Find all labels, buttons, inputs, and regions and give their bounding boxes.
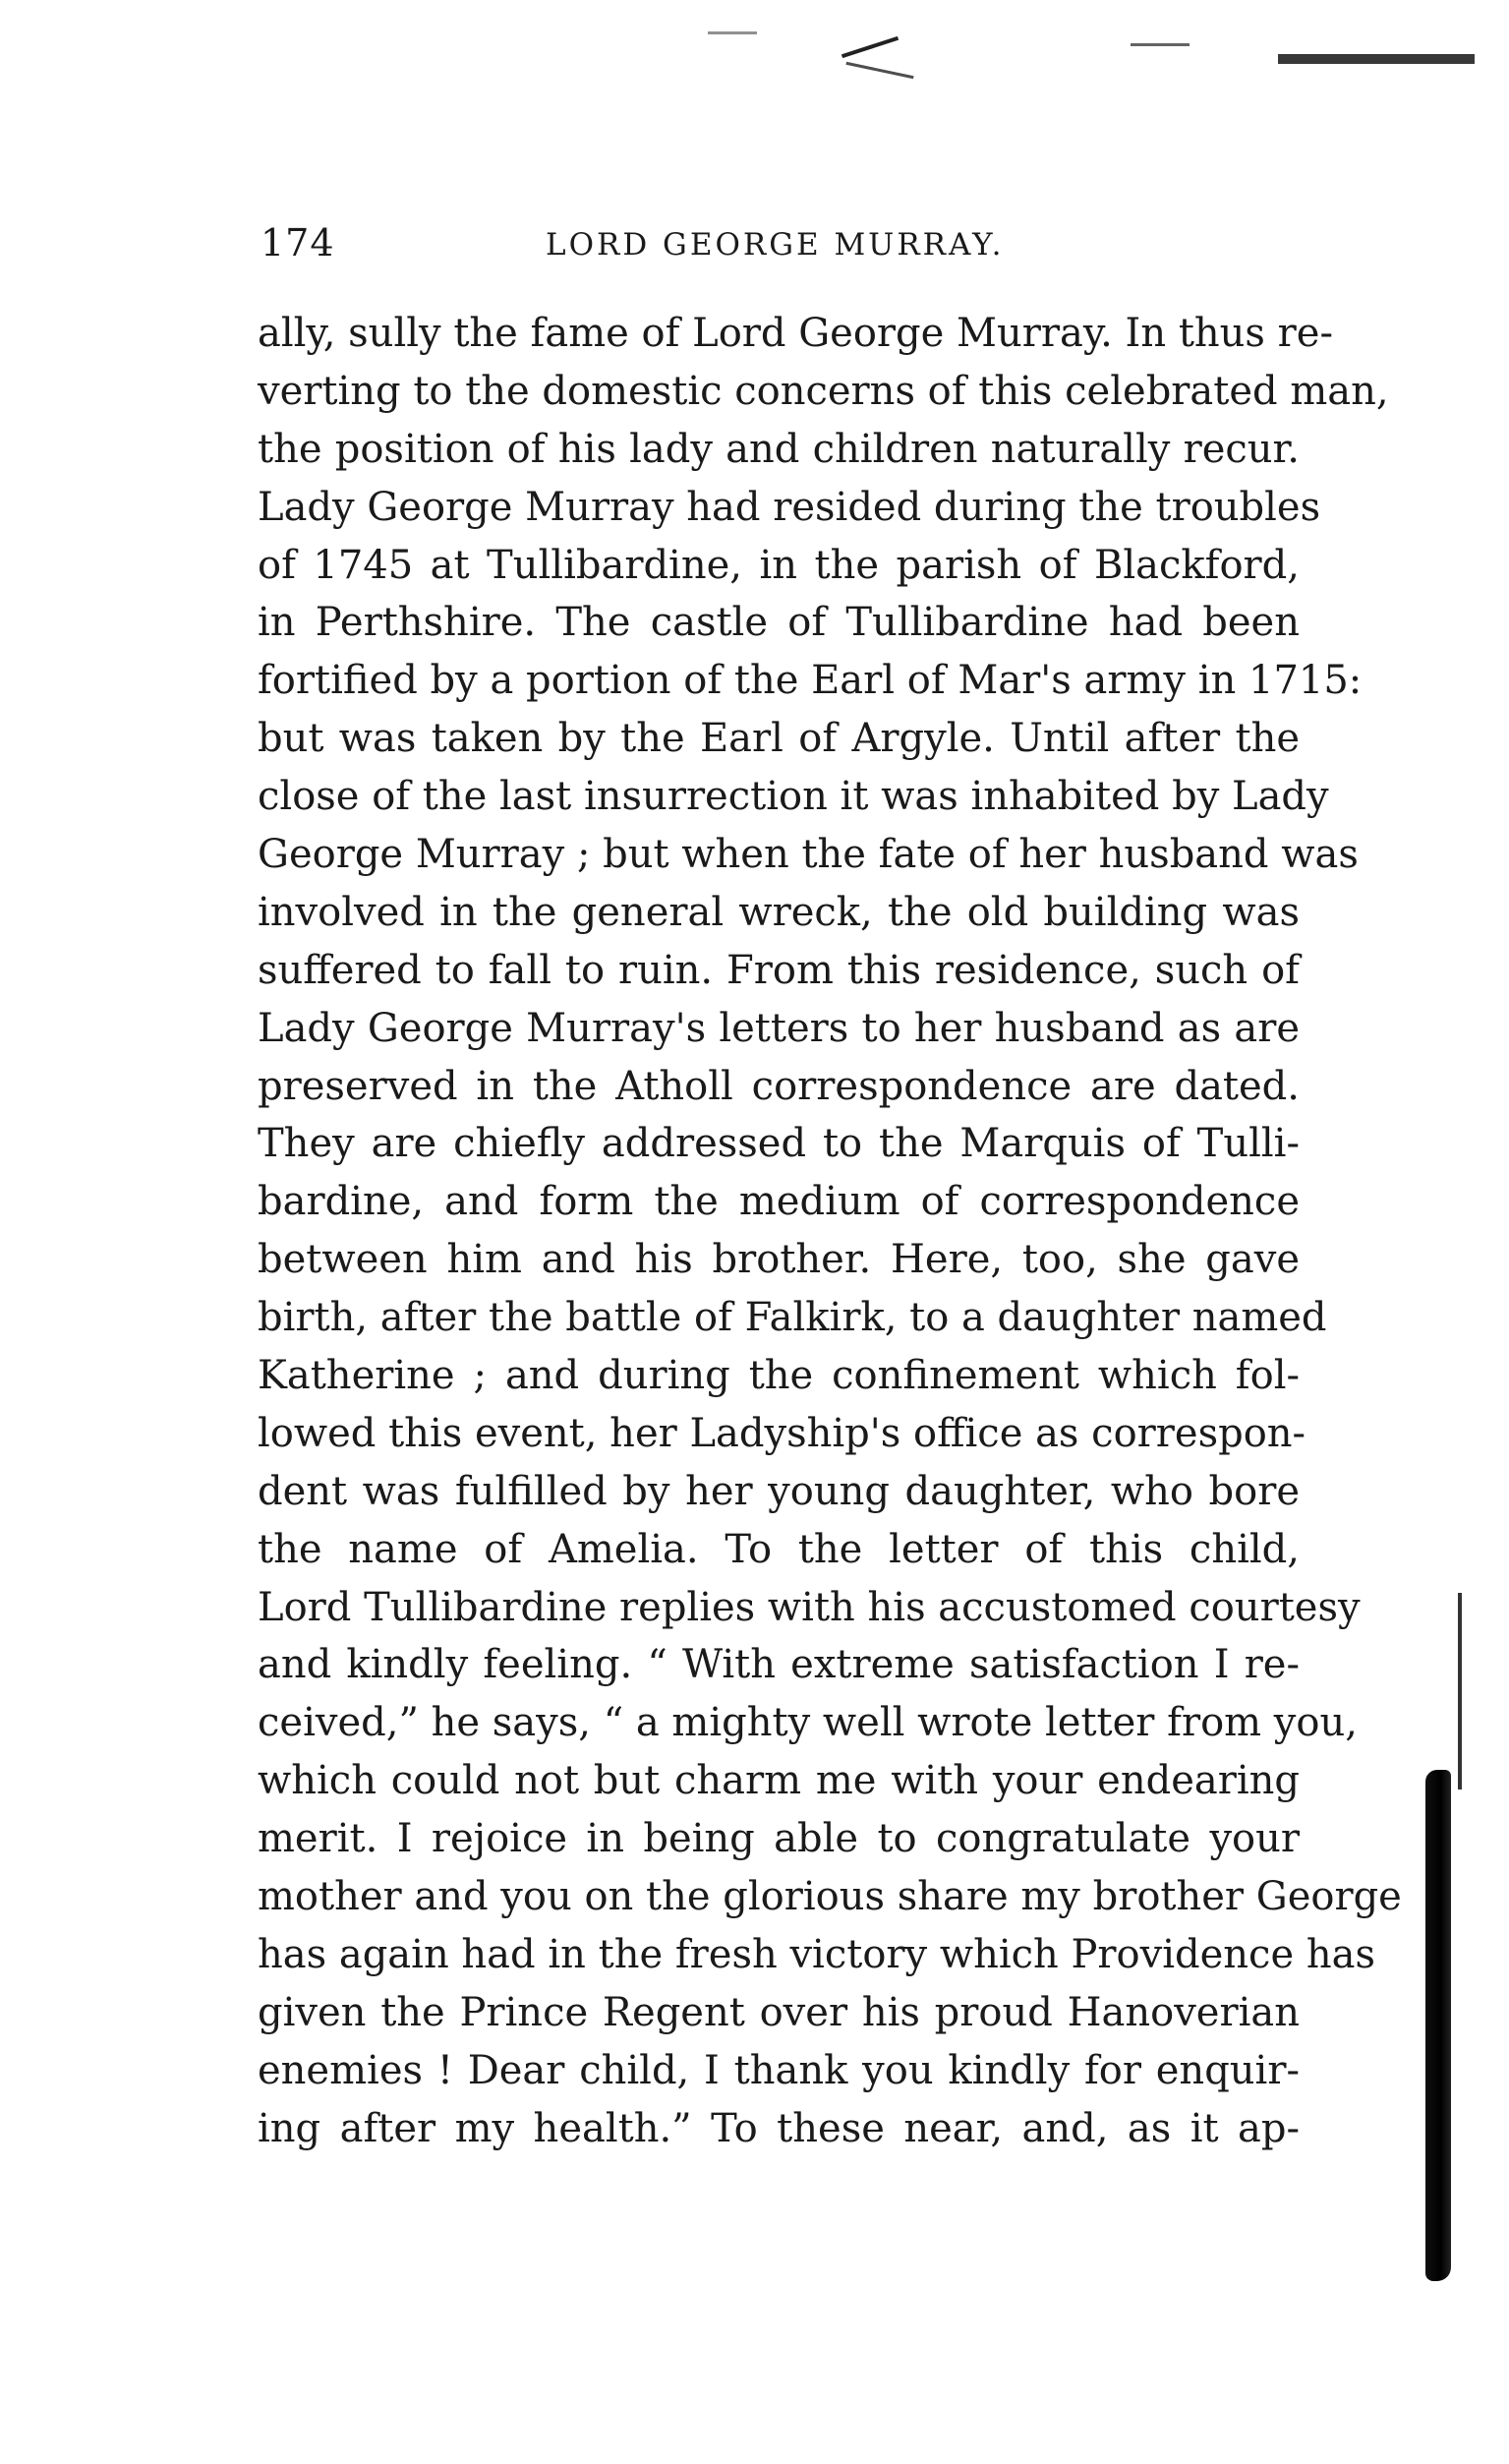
text-line: of 1745 at Tullibardine, in the parish of Blackford, — [258, 542, 1300, 588]
text-line: merit. I rejoice in being able to congratulate your — [258, 1816, 1300, 1862]
text-line: the name of Amelia. To the letter of this child, — [258, 1526, 1300, 1572]
text-line: but was taken by the Earl of Argyle. Until after the — [258, 716, 1300, 762]
text-line: the position of his lady and children naturally recur. — [258, 426, 1300, 472]
binding-edge-line — [1458, 1593, 1462, 1789]
running-head: LORD GEORGE MURRAY. — [546, 227, 1005, 263]
text-line: birth, after the battle of Falkirk, to a daughter named — [258, 1295, 1327, 1341]
text-line: They are chiefly addressed to the Marquis of Tulli- — [258, 1121, 1300, 1167]
text-line: suffered to fall to ruin. From this residence, such of — [258, 947, 1300, 993]
text-line: Lord Tullibardine replies with his accustomed courtesy — [258, 1584, 1361, 1630]
scan-artifact-mark — [845, 62, 913, 79]
text-line: verting to the domestic concerns of this celebrated man, — [258, 368, 1389, 414]
text-line: involved in the general wreck, the old building was — [258, 889, 1300, 935]
page-header — [261, 221, 1293, 280]
scan-artifact-mark — [1278, 54, 1475, 64]
text-line: George Murray ; but when the fate of her husband was — [258, 832, 1359, 878]
text-line: enemies ! Dear child, I thank you kindly for enquir- — [258, 2047, 1300, 2093]
text-line: Lady George Murray's letters to her husband as are — [258, 1005, 1300, 1051]
text-line: close of the last insurrection it was inhabited by Lady — [258, 774, 1329, 820]
scan-artifact-mark — [842, 36, 899, 58]
text-line: given the Prince Regent over his proud Hanoverian — [258, 1989, 1300, 2035]
text-line: ceived,” he says, “ a mighty well wrote letter from you, — [258, 1700, 1358, 1746]
text-line: has again had in the fresh victory which Providence has — [258, 1931, 1375, 1977]
text-line: which could not but charm me with your endearing — [258, 1758, 1300, 1804]
text-line: in Perthshire. The castle of Tullibardine had been — [258, 600, 1300, 646]
text-line: dent was fulfilled by her young daughter, who bore — [258, 1468, 1300, 1514]
scan-artifact-mark — [1131, 43, 1190, 46]
text-line: Katherine ; and during the confinement which fol- — [258, 1353, 1300, 1399]
text-line: ally, sully the fame of Lord George Murray. In thus re- — [258, 311, 1333, 356]
text-line: between him and his brother. Here, too, she gave — [258, 1237, 1300, 1283]
text-line: and kindly feeling. “ With extreme satisfaction I re- — [258, 1642, 1300, 1688]
page-number: 174 — [261, 221, 335, 264]
text-line: bardine, and form the medium of correspondence — [258, 1179, 1300, 1225]
text-line: preserved in the Atholl correspondence are dated. — [258, 1063, 1300, 1109]
scan-artifact-mark — [708, 31, 757, 34]
text-line: lowed this event, her Ladyship's office as correspon- — [258, 1410, 1306, 1456]
text-line: mother and you on the glorious share my brother George — [258, 1874, 1402, 1920]
text-line: Lady George Murray had resided during the troubles — [258, 484, 1321, 530]
body-text — [258, 305, 1402, 2158]
binding-shadow — [1425, 1770, 1451, 2281]
text-line: ing after my health.” To these near, and, as it ap- — [258, 2105, 1300, 2151]
text-line: fortified by a portion of the Earl of Mar's army in 1715: — [258, 658, 1363, 704]
